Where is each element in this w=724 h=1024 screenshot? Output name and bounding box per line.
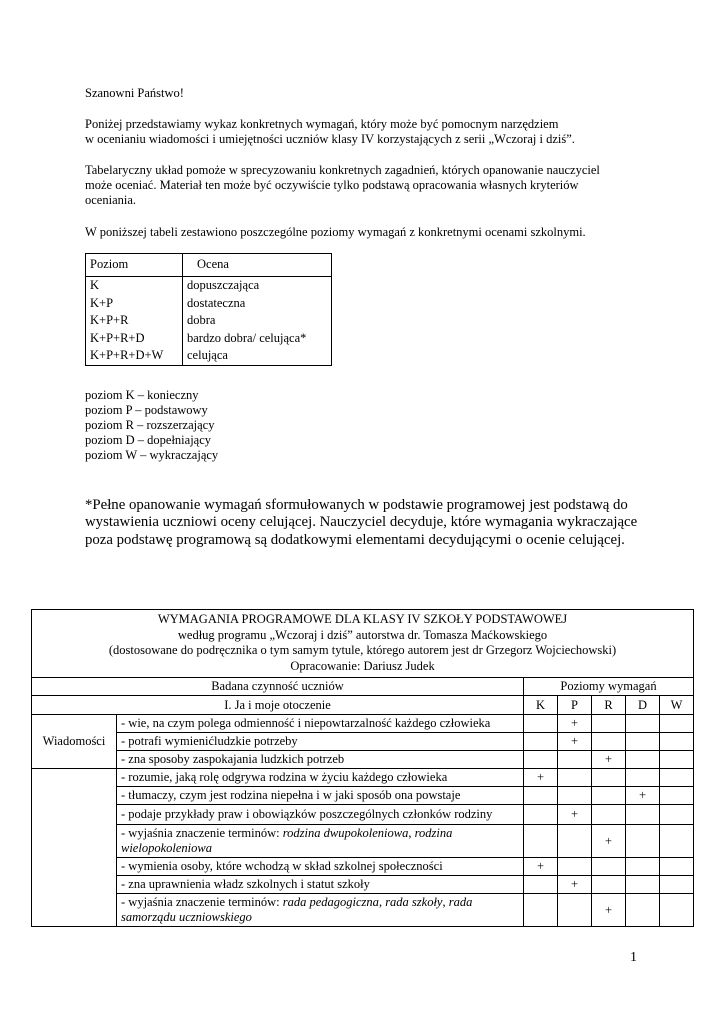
activity-header: Badana czynność uczniów	[32, 678, 524, 696]
mark-w	[660, 805, 694, 825]
requirement-text: - tłumaczy, czym jest rodzina niepełna i w jaki sposób ona powstaje	[117, 787, 524, 805]
level-value: K+P+R+D+W	[90, 348, 164, 363]
mark-k	[524, 751, 558, 769]
levels-table-header	[86, 254, 332, 277]
requirement-row	[32, 769, 694, 787]
level-column-p: P	[558, 696, 592, 715]
mark-w	[660, 825, 694, 858]
mark-r	[592, 876, 626, 894]
mark-p: +	[558, 805, 592, 825]
mark-w	[660, 894, 694, 927]
level-column-d: D	[626, 696, 660, 715]
mark-p: +	[558, 876, 592, 894]
requirement-text: - potrafi wymienićludzkie potrzeby	[117, 733, 524, 751]
text-plain: - wyjaśnia znaczenie terminów:	[121, 826, 283, 841]
requirement-row	[32, 715, 694, 733]
term: rada szkoły	[385, 895, 443, 910]
footnote-line-3: poza podstawę programową są dodatkowymi elementami decydującymi o ocenie celującej.	[85, 532, 625, 548]
mark-r	[592, 858, 626, 876]
mark-p	[558, 825, 592, 858]
grades-column	[183, 277, 332, 366]
mark-w	[660, 769, 694, 787]
mark-d	[626, 769, 660, 787]
page-number: 1	[630, 950, 637, 965]
requirement-text: - wymienia osoby, które wchodzą w skład szkolnej społeczności	[117, 858, 524, 876]
mark-k	[524, 733, 558, 751]
greeting: Szanowni Państwo!	[85, 86, 184, 100]
mark-r	[592, 733, 626, 751]
requirement-text: - rozumie, jaką rolę odgrywa rodzina w życiu każdego człowieka	[117, 769, 524, 787]
mark-r: +	[592, 894, 626, 927]
level-value: K+P	[90, 295, 114, 310]
mark-d	[626, 733, 660, 751]
mark-d: +	[626, 787, 660, 805]
mark-w	[660, 733, 694, 751]
text-plain: - wyjaśnia znaczenie terminów:	[121, 895, 283, 910]
requirement-text: - podaje przykłady praw i obowiązków poszczególnych członków rodziny	[117, 805, 524, 825]
levels-header: Poziomy wymagań	[524, 678, 694, 696]
mark-p	[558, 751, 592, 769]
grade-value: bardzo dobra/ celująca*	[187, 330, 307, 345]
table-usage-line-3: oceniania.	[85, 193, 137, 207]
requirement-text: - zna sposoby zaspokajania ludzkich potrzeb	[117, 751, 524, 769]
mark-w	[660, 876, 694, 894]
requirement-row	[32, 858, 694, 876]
section-title: I. Ja i moje otoczenie	[32, 696, 524, 715]
level-value: K+P+R	[90, 313, 129, 328]
mark-w	[660, 751, 694, 769]
column-header-row	[32, 678, 694, 696]
requirement-row	[32, 894, 694, 927]
mark-d	[626, 805, 660, 825]
mark-r	[592, 715, 626, 733]
requirement-row	[32, 751, 694, 769]
mark-r: +	[592, 751, 626, 769]
header-grade: Ocena	[183, 254, 332, 277]
term: rada samorządu uczniowskiego	[121, 895, 473, 925]
mark-p: +	[558, 733, 592, 751]
requirement-row	[32, 733, 694, 751]
grade-value: dostateczna	[187, 295, 246, 310]
legend-item: poziom P – podstawowy	[85, 403, 208, 417]
requirement-row	[32, 876, 694, 894]
mark-r	[592, 787, 626, 805]
requirements-title-row	[32, 610, 694, 678]
term: rodzina dwupokoleniowa	[282, 826, 409, 841]
mark-k	[524, 715, 558, 733]
grade-value: dopuszczająca	[187, 278, 260, 292]
mark-k	[524, 805, 558, 825]
title-line: według programu „Wczoraj i dziś” autorstwa dr. Tomasza Maćkowskiego	[177, 627, 548, 642]
level-value: K+P+R+D	[90, 330, 145, 345]
legend-item: poziom D – dopełniający	[85, 433, 212, 447]
table-intro: W poniższej tabeli zestawiono poszczególne poziomy wymagań z konkretnymi ocenami szkolnymi.	[85, 225, 586, 239]
separator: ,	[408, 826, 415, 841]
legend-item: poziom W – wykraczający	[85, 448, 219, 462]
term: rada pedagogiczna	[282, 895, 379, 910]
title-line: (dostosowane do podręcznika o tym samym tytule, którego autorem jest dr Grzegorz Wojciechowski)	[108, 643, 617, 658]
mark-p: +	[558, 715, 592, 733]
mark-w	[660, 858, 694, 876]
requirements-title	[32, 610, 694, 678]
mark-k	[524, 825, 558, 858]
requirement-row	[32, 805, 694, 825]
mark-d	[626, 858, 660, 876]
levels-table-body	[86, 277, 332, 366]
requirement-text	[117, 825, 524, 858]
level-column-r: R	[592, 696, 626, 715]
mark-k	[524, 787, 558, 805]
mark-k: +	[524, 858, 558, 876]
level-column-k: K	[524, 696, 558, 715]
requirement-text: - zna uprawnienia władz szkolnych i statut szkoły	[117, 876, 524, 894]
mark-k: +	[524, 769, 558, 787]
mark-w	[660, 787, 694, 805]
mark-k	[524, 894, 558, 927]
grade-value: dobra	[187, 313, 216, 328]
level-value: K	[90, 278, 100, 292]
mark-d	[626, 715, 660, 733]
legend-item: poziom R – rozszerzający	[85, 418, 215, 432]
requirement-text	[117, 894, 524, 927]
requirement-text: - wie, na czym polega odmienność i niepowtarzalność każdego człowieka	[117, 715, 524, 733]
intro-line-2: w ocenianiu wiadomości i umiejętności uczniów klasy IV korzystających z serii „Wczoraj i dziś”.	[85, 132, 575, 146]
mark-p	[558, 858, 592, 876]
mark-p	[558, 787, 592, 805]
level-column-w: W	[660, 696, 694, 715]
mark-p	[558, 894, 592, 927]
legend-item: poziom K – konieczny	[85, 388, 199, 402]
term: rodzina wielopokoleniowa	[121, 826, 453, 856]
category-cell: Wiadomości	[32, 715, 117, 769]
title-line: WYMAGANIA PROGRAMOWE DLA KLASY IV SZKOŁY PODSTAWOWEJ	[157, 612, 568, 626]
mark-r	[592, 805, 626, 825]
section-row	[32, 696, 694, 715]
title-line: Opracowanie: Dariusz Judek	[290, 658, 435, 673]
mark-k	[524, 876, 558, 894]
levels-column	[86, 277, 183, 366]
footnote-line-2: wystawienia uczniowi oceny celującej. Nauczyciel decyduje, które wymagania wykraczające	[85, 514, 638, 530]
table-usage-line-1: Tabelaryczny układ pomoże w sprecyzowaniu konkretnych zagadnień, których opanowanie nauczyciel	[85, 163, 600, 177]
levels-table	[85, 253, 332, 366]
category-continuation	[32, 769, 117, 927]
separator: ,	[442, 895, 449, 910]
mark-w	[660, 715, 694, 733]
table-usage-line-2: może oceniać. Materiał ten może być oczywiście tylko podstawą opracowania własnych kryteriów	[85, 178, 579, 192]
header-level: Poziom	[86, 254, 183, 277]
mark-p	[558, 769, 592, 787]
mark-d	[626, 825, 660, 858]
mark-r: +	[592, 825, 626, 858]
requirement-row	[32, 825, 694, 858]
mark-d	[626, 894, 660, 927]
grade-value: celująca	[187, 348, 228, 363]
mark-r	[592, 769, 626, 787]
requirements-table	[31, 609, 694, 927]
footnote-line-1: *Pełne opanowanie wymagań sformułowanych w podstawie programowej jest podstawą do	[85, 497, 628, 513]
separator: ,	[378, 895, 386, 910]
intro-line-1: Poniżej przedstawiamy wykaz konkretnych wymagań, który może być pomocnym narzędziem	[85, 117, 559, 131]
mark-d	[626, 751, 660, 769]
requirement-row	[32, 787, 694, 805]
mark-d	[626, 876, 660, 894]
